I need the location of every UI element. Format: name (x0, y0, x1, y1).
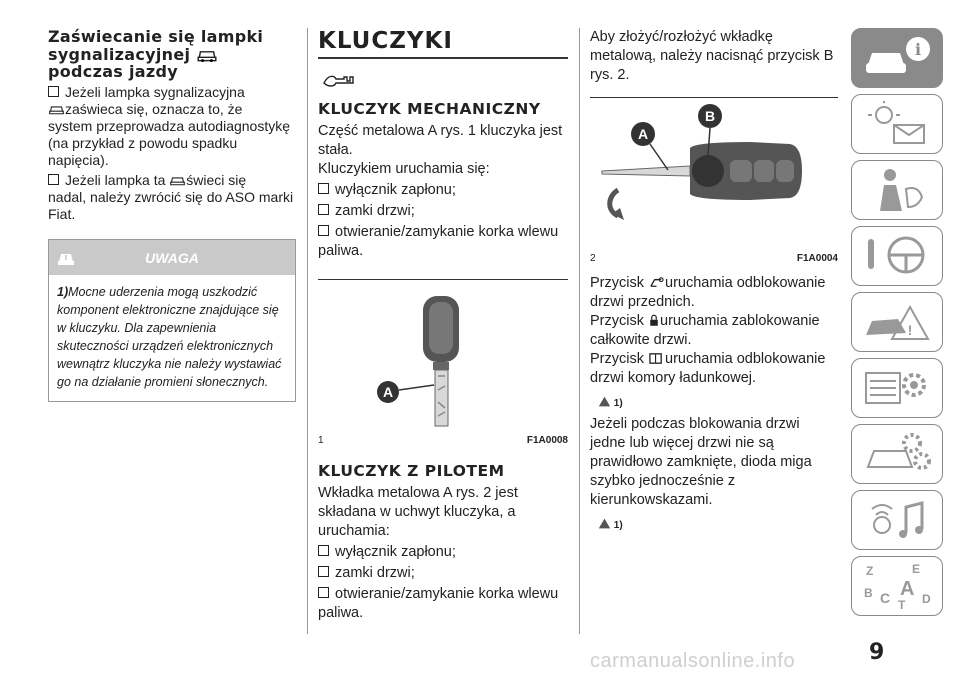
p1-line-a: Jeżeli lampka sygnalizacyjna (65, 84, 245, 100)
button-3-desc-cont: drzwi komory ładunkowej. (590, 370, 757, 386)
p2-line-a: Jeżeli lampka ta (65, 172, 166, 188)
button-1-label: Przycisk (590, 275, 644, 291)
multimedia-icon (862, 497, 934, 543)
warning-reference (598, 516, 838, 531)
figure-1-number: 1 (318, 435, 324, 446)
p1-line-b: zaświeca się, oznacza to, że (65, 101, 243, 117)
list-item (318, 223, 568, 261)
bullet-square-icon (318, 587, 329, 598)
list-item (318, 564, 568, 583)
index-letter: A (900, 578, 915, 600)
mech-key-p2: Kluczykiem uruchamia się: (318, 161, 490, 177)
figure-2-code: F1A0004 (796, 253, 838, 264)
heading-line-3: podczas jazdy (48, 62, 178, 81)
list-item-text: otwieranie/zamykanie korka wlewu paliwa. (318, 224, 559, 259)
figure-2-callout-b: B (704, 108, 716, 124)
tab-safety[interactable] (851, 160, 943, 220)
chapter-sidebar (851, 28, 943, 622)
button-3-label: Przycisk (590, 351, 644, 367)
warning-reference-number: 1) (613, 398, 623, 409)
p2-line-d: Fiat. (48, 206, 76, 222)
button-2-desc: uruchamia zablokowanie (660, 313, 820, 329)
subsection-remote-key: KLUCZYK Z PILOTEM (318, 462, 505, 480)
warning-reference-number: 1) (613, 520, 623, 531)
warning-body (49, 275, 295, 401)
bullet-square-icon (318, 566, 329, 577)
technical-data-icon (862, 431, 934, 477)
warning-text: Mocne uderzenia mogą uszkodzić komponent elektroniczne znajdujące się w kluczyku. Dla zapewnienia skuteczności urządzeń elektronicznych wewnątrz kluczyka nie należy wystawiać go na działanie promieni słonecznych. (57, 285, 282, 389)
paragraph-1 (48, 84, 296, 169)
title-rule (318, 57, 568, 59)
column-divider (307, 28, 308, 634)
warning-title: UWAGA (145, 250, 199, 266)
tab-emergency[interactable] (851, 292, 943, 352)
steering-wheel-icon (862, 233, 934, 279)
mech-key-p1: Część metalowa A rys. 1 kluczyka jest stała. (318, 123, 563, 158)
button-1-paragraph (590, 274, 838, 312)
button-3-desc: uruchamia odblokowanie (665, 351, 826, 367)
warning-triangle-icon (598, 394, 611, 409)
list-item-text: zamki drzwi; (335, 565, 415, 581)
list-item (318, 181, 568, 200)
index-letter: B (864, 586, 873, 600)
column-right (590, 28, 838, 537)
list-item-text: otwieranie/zamykanie korka wlewu paliwa. (318, 586, 559, 621)
p1-line-d: (na przykład z powodu spadku (48, 135, 238, 151)
figure-2-callout-a: A (637, 126, 649, 142)
safety-icon (862, 167, 934, 213)
car-info-icon (862, 35, 934, 81)
remote-key-illustration (590, 98, 838, 248)
button-2-desc-cont: całkowite drzwi. (590, 332, 692, 348)
fold-key-paragraph: Aby złożyć/rozłożyć wkładkę metalową, należy nacisnąć przycisk B rys. 2. (590, 29, 834, 83)
emergency-icon (862, 299, 934, 345)
tab-multimedia[interactable] (851, 490, 943, 550)
tab-warning-lights[interactable] (851, 94, 943, 154)
p2-line-b: świeci się (186, 172, 247, 188)
list-item (318, 585, 568, 623)
index-letter: E (912, 563, 921, 576)
p1-line-e: napięcia). (48, 152, 109, 168)
paragraph-2 (48, 172, 296, 223)
button-1-desc-cont: drzwi przednich. (590, 294, 695, 310)
svg-text:!: ! (907, 322, 913, 338)
warning-number: 1) (57, 285, 69, 299)
car-diagnostic-icon (48, 102, 65, 117)
figure-2-number: 2 (590, 253, 596, 264)
key-icon (322, 69, 364, 89)
list-item-text: zamki drzwi; (335, 203, 415, 219)
index-letter: C (880, 590, 891, 606)
warning-triangle-icon (598, 516, 611, 531)
figure-2 (590, 97, 838, 268)
button-3-paragraph (590, 350, 838, 388)
bullet-square-icon (318, 545, 329, 556)
figure-1-code: F1A0008 (526, 435, 568, 446)
bullet-square-icon (318, 183, 329, 194)
car-diagnostic-icon (169, 173, 186, 188)
button-2-label: Przycisk (590, 313, 644, 329)
column-middle (318, 28, 568, 625)
warning-header (49, 240, 295, 275)
watermark: carmanualsonline.info (590, 650, 796, 672)
page-title: KLUCZYKI (318, 28, 453, 54)
button-1-desc: uruchamia odblokowanie (665, 275, 826, 291)
index-letter: D (922, 592, 931, 606)
section-heading (48, 28, 296, 80)
button-2-paragraph (590, 312, 838, 350)
tab-index[interactable] (851, 556, 943, 616)
mechanical-key-illustration (318, 280, 568, 430)
bullet-square-icon (48, 86, 59, 97)
list-item-text: wyłącznik zapłonu; (335, 182, 456, 198)
remote-key-p1: Wkładka metalowa A rys. 2 jest składana w uchwyt kluczyka, a uruchamia: (318, 485, 518, 539)
maintenance-icon (862, 365, 934, 411)
column-left (48, 28, 296, 402)
warning-lights-icon (862, 101, 934, 147)
p1-line-c: system przeprowadza autodiagnostykę (48, 118, 291, 134)
tab-maintenance[interactable] (851, 358, 943, 418)
heading-line-1: Zaświecanie się lampki (48, 27, 264, 46)
index-letter: T (898, 598, 906, 609)
list-item-text: wyłącznik zapłonu; (335, 544, 456, 560)
column-divider (579, 28, 580, 634)
figure-1-callout-a: A (382, 384, 394, 400)
bullet-square-icon (318, 204, 329, 215)
warning-box (48, 239, 296, 402)
cargo-door-icon (648, 351, 665, 366)
index-letter: Z (866, 564, 874, 578)
figure-1 (318, 279, 568, 450)
heading-line-2: sygnalizacyjnej (48, 45, 191, 64)
list-item (318, 202, 568, 221)
unlock-front-icon (648, 275, 665, 290)
tab-starting-driving[interactable] (851, 226, 943, 286)
page-number: 9 (869, 640, 885, 665)
lock-icon (648, 313, 660, 328)
tab-car-info[interactable] (851, 28, 943, 88)
bullet-square-icon (318, 225, 329, 236)
bullet-square-icon (48, 174, 59, 185)
figure-1-caption (318, 435, 568, 446)
warning-reference (598, 394, 838, 409)
blink-paragraph: Jeżeli podczas blokowania drzwi jedne lub więcej drzwi nie są prawidłowo zamknięte, dioda miga szybko jednocześnie z kierunkowskazami. (590, 416, 812, 508)
subsection-mechanical-key: KLUCZYK MECHANICZNY (318, 100, 541, 118)
p2-line-c: nadal, należy zwrócić się do ASO marki (48, 189, 294, 205)
list-item (318, 543, 568, 562)
alphabet-index-icon (862, 563, 934, 609)
car-diagnostic-icon (196, 45, 218, 63)
svg-text:i: i (914, 40, 922, 59)
figure-2-caption (590, 253, 838, 264)
tab-technical-data[interactable] (851, 424, 943, 484)
